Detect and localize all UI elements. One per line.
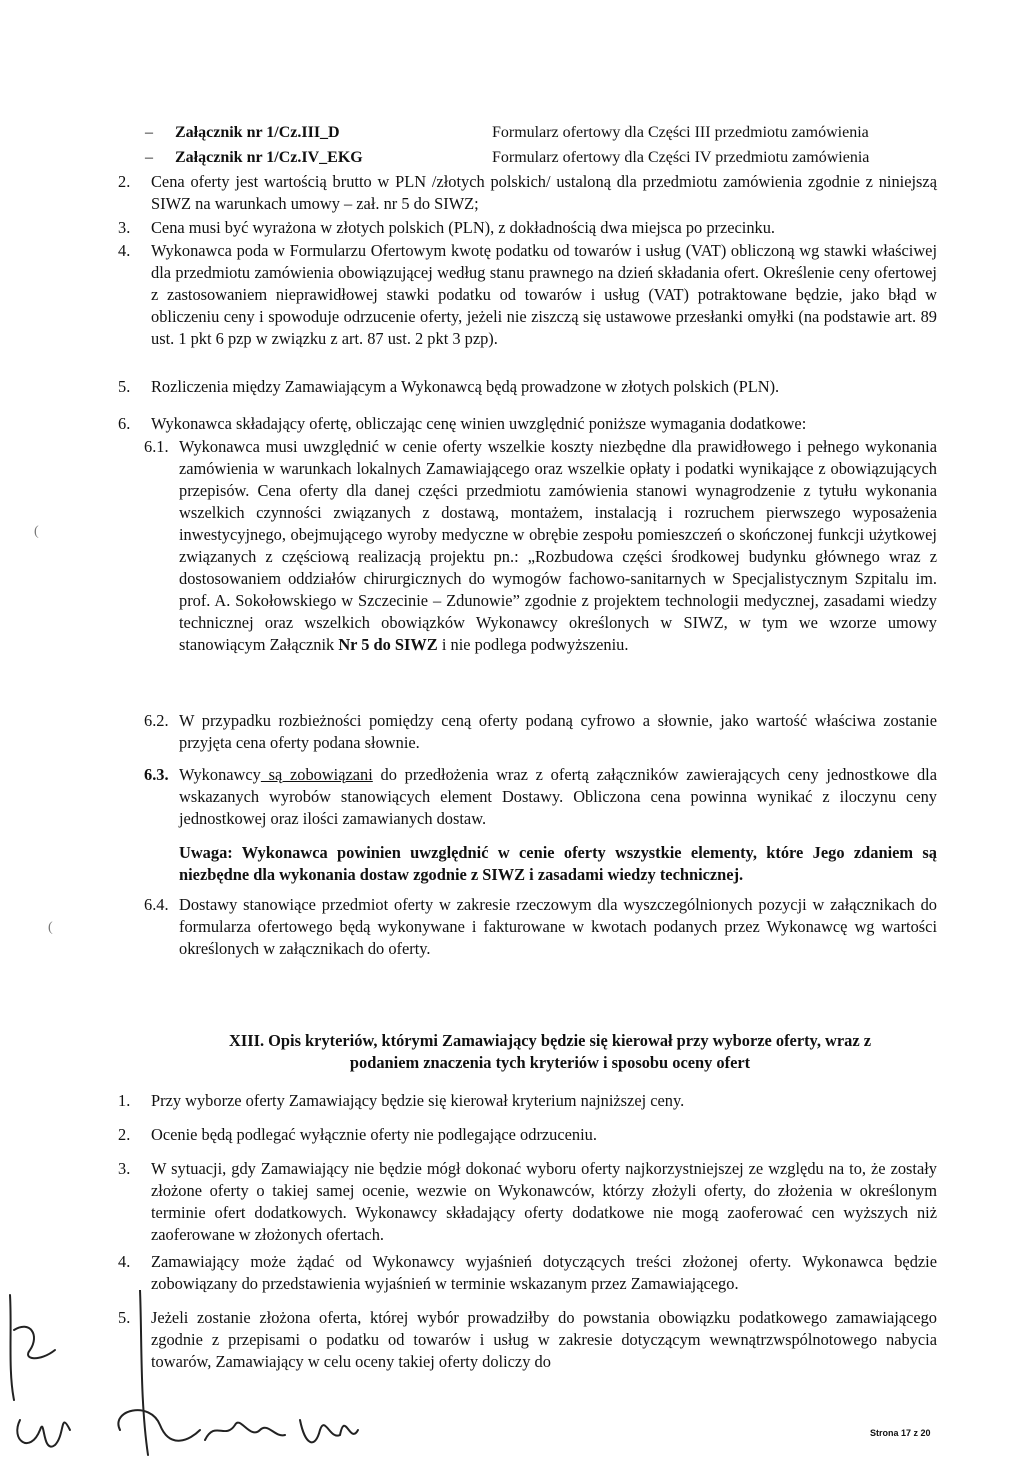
- attachment-desc: Formularz ofertowy dla Części III przedmiotu zamówienia: [492, 124, 869, 141]
- attachment-code: Załącznik nr 1/Cz.III_D: [175, 124, 340, 141]
- subitem-6-1: 6.1. Wykonawca musi uwzględnić w cenie oferty wszelkie koszty niezbędne dla prawidłowego i pełnego wykonania zamówienia w warunkach lokalnych Zamawiającego oraz wszelkie opłaty i podatki wynikające z obowiązujących przepisów. Cena oferty dla danej części przedmiotu zamówienia stanowi wynagrodzenie z tytułu wykonania wszelkich czynności związanych z dostawą, montażem, instalacją i rozruchem pierwszego wyposażenia inwestycyjnego, obejmującego wyroby medyczne w obrębie zespołu pomieszczeń o skończonej funkcji użytkowej związanych z częściową realizacją projektu pn.: „Rozbudowa części środkowej budynku głównego wraz z dostosowaniem oddziałów chirurgicznych do wymogów fachowo-sanitarnych w Specjalistycznym Szpitalu im. prof. A. Sokołowskiego w Szczecinie – Zdunowie” zgodnie z projektem technologii medycznej, zasadami wiedzy technicznej oraz wszelkich obowiązków Wykonawcy określonych w SIWZ, w tym we wzorze umowy stanowiącym Załącznik Nr 5 do SIWZ i nie podlega podwyższeniu.: [144, 437, 937, 654]
- subitem-6-2: 6.2. W przypadku rozbieżności pomiędzy ceną oferty podaną cyfrowo a słownie, jako wartość właściwa zostanie przyjęta cena oferty podana słownie.: [144, 711, 937, 752]
- attachment-line: – Załącznik nr 1/Cz.III_D Formularz ofertowy dla Części III przedmiotu zamówienia: [145, 122, 869, 144]
- attachment-line: – Załącznik nr 1/Cz.IV_EKG Formularz ofertowy dla Części IV przedmiotu zamówienia: [145, 147, 869, 169]
- list-item: 5. Rozliczenia między Zamawiającym a Wykonawcą będą prowadzone w złotych polskich (PLN).: [118, 377, 780, 396]
- page-number: Strona 17 z 20: [870, 1428, 931, 1438]
- attachment-code: Załącznik nr 1/Cz.IV_EKG: [175, 149, 363, 166]
- list-item: 3. Cena musi być wyrażona w złotych polskich (PLN), z dokładnością dwa miejsca po przecinku.: [118, 218, 776, 237]
- margin-mark: (: [48, 920, 53, 935]
- subitem-6-3: 6.3. Wykonawcy są zobowiązani do przedłożenia wraz z ofertą załączników zawierających ceny jednostkowe dla wskazanych wyrobów stanowiących element Dostawy. Obliczona cena powinna wynikać z iloczynu ceny jednostkowej oraz ilości zamawianych dostaw.: [144, 765, 937, 828]
- criteria-item: 5. Jeżeli zostanie złożona oferta, której wybór prowadziłby do powstania obowiązku podatkowego zamawiającego zgodnie z przepisami o podatku od towarów i usług w zakresie dotyczącym wewnątrzwspólnotowego nabycia towarów, Zamawiający w celu oceny takiej oferty doliczy do: [118, 1308, 937, 1371]
- criteria-item: 1. Przy wyborze oferty Zamawiający będzie się kierował kryterium najniższej ceny.: [118, 1091, 685, 1110]
- warning-note: Uwaga: Wykonawca powinien uwzględnić w cenie oferty wszystkie elementy, które Jego zdaniem są niezbędne dla wykonania dostaw zgodnie z SIWZ i zasadami wiedzy technicznej.: [179, 843, 937, 884]
- margin-mark: (: [34, 524, 39, 539]
- criteria-item: 2. Ocenie będą podlegać wyłącznie oferty nie podlegające odrzuceniu.: [118, 1125, 597, 1144]
- list-item: 6. Wykonawca składający ofertę, obliczając cenę winien uwzględnić poniższe wymagania dodatkowe:: [118, 414, 807, 433]
- handwritten-signatures: [0, 1290, 420, 1463]
- list-item: 4. Wykonawca poda w Formularzu Ofertowym kwotę podatku od towarów i usług (VAT) obliczoną wg stawki właściwej dla przedmiotu zamówienia obowiązującej według stanu prawnego na dzień składania ofert. Określenie ceny ofertowej z zastosowaniem nieprawidłowej stawki podatku od towarów i usług (VAT) potraktowane będzie, jako błąd w obliczeniu ceny i spowoduje odrzucenie oferty, jeżeli nie ziszczą się ustawowe przesłanki omyłki (na podstawie art. 89 ust. 1 pkt 6 pzp w związku z art. 87 ust. 2 pkt 3 pzp).: [118, 241, 937, 348]
- criteria-item: 3. W sytuacji, gdy Zamawiający nie będzie mógł dokonać wyboru oferty najkorzystniejszej ze względu na to, że zostały złożone oferty o takiej samej ocenie, wezwie on Wykonawców, którzy złożyli oferty, do złożenia w określonym terminie ofert dodatkowych. Wykonawcy składający oferty dodatkowe nie mogą zaoferować cen wyższych niż zaoferowane w złożonych ofertach.: [118, 1159, 937, 1244]
- subitem-6-4: 6.4. Dostawy stanowiące przedmiot oferty w zakresie rzeczowym dla wyszczególnionych pozycji w załącznikach do formularza ofertowego będą wykonywane i fakturowane w kwotach podanych przez Wykonawcę wg wartości określonych w załącznikach do oferty.: [144, 895, 937, 958]
- criteria-item: 4. Zamawiający może żądać od Wykonawcy wyjaśnień dotyczących treści złożonej oferty. Wykonawca będzie zobowiązany do przedstawienia wyjaśnień w terminie wskazanym przez Zamawiającego.: [118, 1252, 937, 1293]
- list-item: 2. Cena oferty jest wartością brutto w PLN /złotych polskich/ ustaloną dla przedmiotu zamówienia zgodnie z niniejszą SIWZ na warunkach umowy – zał. nr 5 do SIWZ;: [118, 172, 937, 213]
- section-title: XIII. Opis kryteriów, którymi Zamawiający będzie się kierował przy wyborze oferty, wraz z podaniem znaczenia tych kryteriów i sposobu oceny ofert: [228, 1031, 871, 1072]
- attachment-desc: Formularz ofertowy dla Części IV przedmiotu zamówienia: [492, 149, 870, 166]
